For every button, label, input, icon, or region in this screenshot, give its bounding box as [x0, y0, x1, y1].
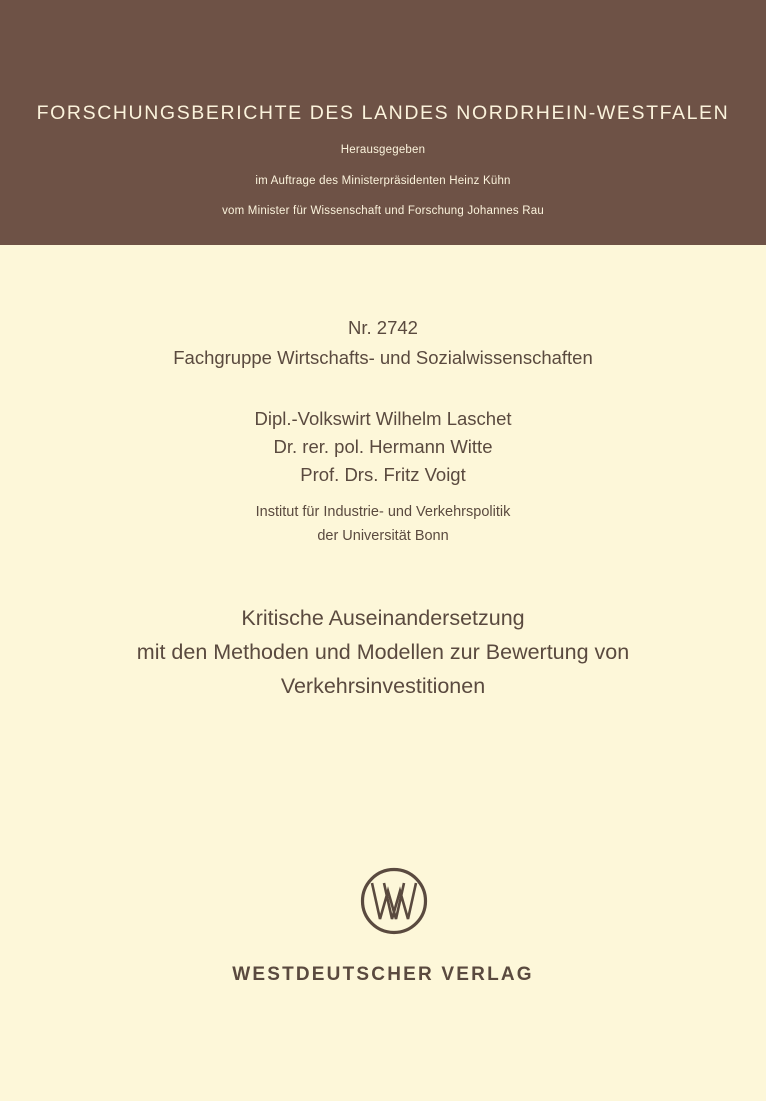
institute-line-1: Institut für Industrie- und Verkehrspolitik: [255, 504, 511, 520]
publisher-name: WESTDEUTSCHER VERLAG: [232, 964, 534, 985]
author-3: Prof. Drs. Fritz Voigt: [300, 464, 466, 485]
publisher-logo-icon: [359, 866, 429, 936]
editor-line-minister: vom Minister für Wissenschaft und Forschung Johannes Rau: [222, 205, 544, 217]
editor-line-published: Herausgegeben: [340, 144, 426, 156]
author-2: Dr. rer. pol. Hermann Witte: [273, 436, 493, 457]
header-band: [0, 0, 766, 245]
series-title: FORSCHUNGSBERICHTE DES LANDES NORDRHEIN-WESTFALEN: [36, 102, 730, 124]
institute-line-2: der Universität Bonn: [317, 528, 449, 544]
book-title-line-2: mit den Methoden und Modellen zur Bewertung von: [136, 640, 630, 664]
author-1: Dipl.-Volkswirt Wilhelm Laschet: [254, 408, 512, 429]
editor-line-prime-minister: im Auftrage des Ministerpräsidenten Heinz Kühn: [255, 175, 511, 187]
report-number: Nr. 2742: [348, 317, 418, 338]
subject-group: Fachgruppe Wirtschafts- und Sozialwissenschaften: [173, 347, 593, 368]
book-title-line-1: Kritische Auseinandersetzung: [241, 606, 525, 630]
book-title-line-3: Verkehrsinvestitionen: [280, 674, 486, 698]
